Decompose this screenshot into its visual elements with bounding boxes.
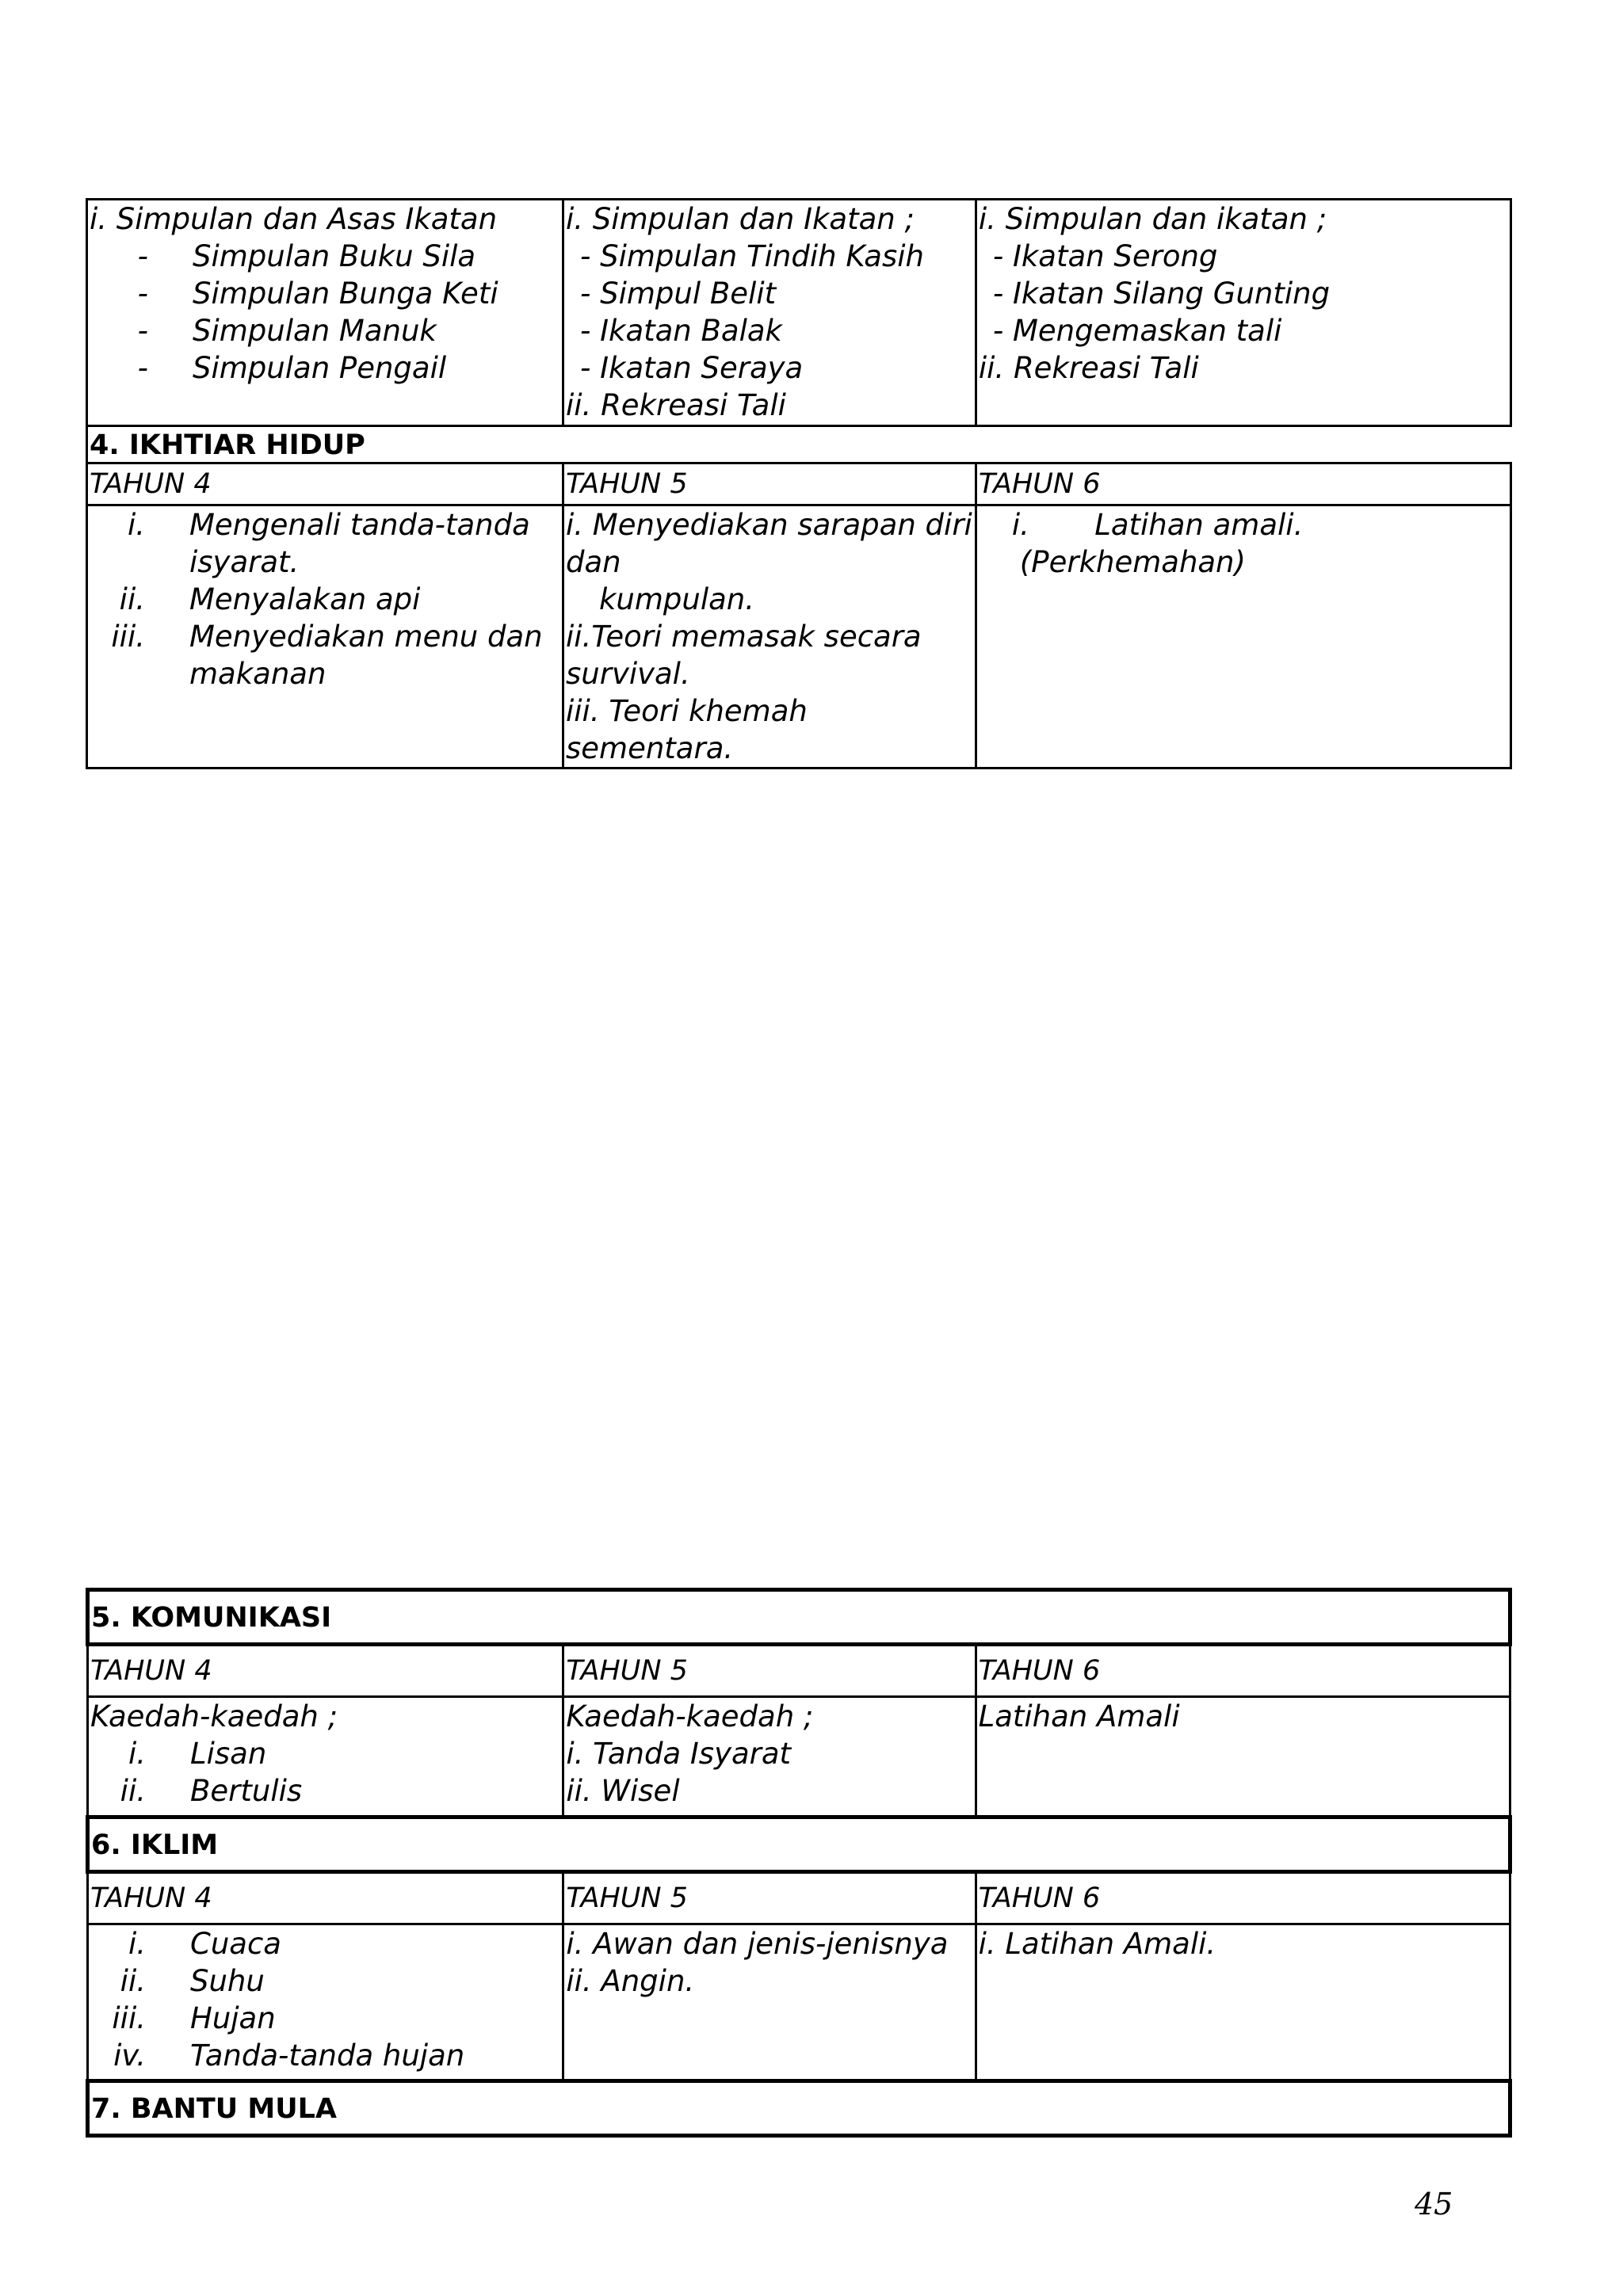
section-title-komunikasi: 5. KOMUNIKASI — [88, 1590, 1510, 1645]
list-footer: ii. Rekreasi Tali — [978, 351, 1199, 385]
cell-tahun5-ikhtiar — [563, 505, 976, 769]
header-row — [88, 1645, 1510, 1697]
list-item: i. Menyediakan sarapan diri dan — [566, 508, 972, 579]
table-block-1 — [86, 198, 1512, 769]
list-item: - Simpulan Tindih Kasih — [580, 239, 924, 273]
list-item: iii. Teori khemah sementara. — [566, 694, 808, 765]
list-item: i. Cuaca — [128, 1927, 281, 1961]
column-header: TAHUN 5 — [563, 1645, 976, 1697]
header-row — [87, 463, 1511, 505]
column-header: TAHUN 5 — [563, 463, 976, 505]
list-item: i. Latihan amali. — [1011, 508, 1304, 542]
section-title-iklim: 6. IKLIM — [88, 1817, 1510, 1872]
list-item: kumpulan. — [599, 582, 755, 616]
cell-tahun5-simpulan — [563, 200, 976, 426]
header-row — [88, 1872, 1510, 1924]
section-heading-row — [88, 1817, 1510, 1872]
cell-tahun4-komunikasi — [88, 1697, 563, 1817]
section-heading-row — [87, 426, 1511, 463]
cell-tahun4-ikhtiar — [87, 505, 563, 769]
list-item: - Simpulan Buku Sila — [137, 239, 476, 273]
syllabus-table-1 — [86, 198, 1512, 769]
section-title-bantu-mula: 7. BANTU MULA — [88, 2081, 1510, 2136]
list-title: i. Simpulan dan Ikatan ; — [566, 202, 915, 236]
column-header: TAHUN 4 — [88, 1872, 563, 1924]
table-row — [87, 200, 1511, 426]
cell-tahun6-komunikasi: Latihan Amali — [976, 1697, 1510, 1817]
list-item: i. Lisan — [128, 1737, 267, 1771]
list-item: - Ikatan Balak — [580, 314, 782, 348]
column-header: TAHUN 4 — [88, 1645, 563, 1697]
list-item: - Ikatan Silang Gunting — [992, 277, 1331, 311]
list-item: ii. Bertulis — [120, 1774, 303, 1808]
section-title-ikhtiar-hidup: 4. IKHTIAR HIDUP — [87, 426, 1511, 463]
cell-tahun4-iklim — [88, 1924, 563, 2081]
list-item: iii. Menyediakan menu dan makanan — [111, 620, 543, 691]
list-item: - Simpulan Bunga Keti — [137, 277, 498, 311]
cell-tahun5-komunikasi — [563, 1697, 976, 1817]
column-header: TAHUN 6 — [976, 1872, 1510, 1924]
list-item: ii.Teori memasak secara survival. — [566, 620, 922, 691]
list-item: - Ikatan Seraya — [580, 351, 804, 385]
cell-tahun6-iklim: i. Latihan Amali. — [976, 1924, 1510, 2081]
page-number: 45 — [1415, 2187, 1453, 2222]
column-header: TAHUN 6 — [976, 463, 1510, 505]
column-header: TAHUN 6 — [976, 1645, 1510, 1697]
list-item: ii. Wisel — [566, 1774, 680, 1808]
column-header: TAHUN 4 — [87, 463, 563, 505]
cell-tahun5-iklim — [563, 1924, 976, 2081]
list-item: i. Tanda Isyarat — [566, 1737, 792, 1771]
list-item: iv. Tanda-tanda hujan — [113, 2039, 465, 2073]
list-item: - Mengemaskan tali — [992, 314, 1282, 348]
list-item: ii. Menyalakan api — [119, 582, 421, 616]
list-title: i. Simpulan dan Asas Ikatan — [90, 202, 498, 236]
syllabus-table-2 — [86, 1588, 1512, 2138]
section-heading-row — [88, 1590, 1510, 1645]
list-item: - Simpulan Manuk — [137, 314, 437, 348]
cell-tahun6-simpulan — [976, 200, 1510, 426]
table-row — [88, 1697, 1510, 1817]
list-item: - Ikatan Serong — [992, 239, 1218, 273]
list-item: (Perkhemahan) — [1019, 545, 1246, 579]
table-block-2 — [86, 1588, 1512, 2138]
list-title: Kaedah-kaedah ; — [566, 1699, 814, 1733]
list-item: ii. Angin. — [566, 1964, 695, 1998]
cell-tahun4-simpulan — [87, 200, 563, 426]
list-item: - Simpulan Pengail — [137, 351, 447, 385]
cell-tahun6-ikhtiar — [976, 505, 1510, 769]
table-row — [87, 505, 1511, 769]
section-heading-row — [88, 2081, 1510, 2136]
list-title: Kaedah-kaedah ; — [90, 1699, 338, 1733]
list-title: i. Simpulan dan ikatan ; — [978, 202, 1327, 236]
list-item: ii. Suhu — [120, 1964, 265, 1998]
list-item: i. Awan dan jenis-jenisnya — [566, 1927, 949, 1961]
column-header: TAHUN 5 — [563, 1872, 976, 1924]
list-item: i. Mengenali tanda-tanda isyarat. — [127, 508, 530, 579]
table-row — [88, 1924, 1510, 2081]
list-item: - Simpul Belit — [580, 277, 777, 311]
list-footer: ii. Rekreasi Tali — [566, 388, 786, 422]
list-item: iii. Hujan — [112, 2001, 276, 2035]
